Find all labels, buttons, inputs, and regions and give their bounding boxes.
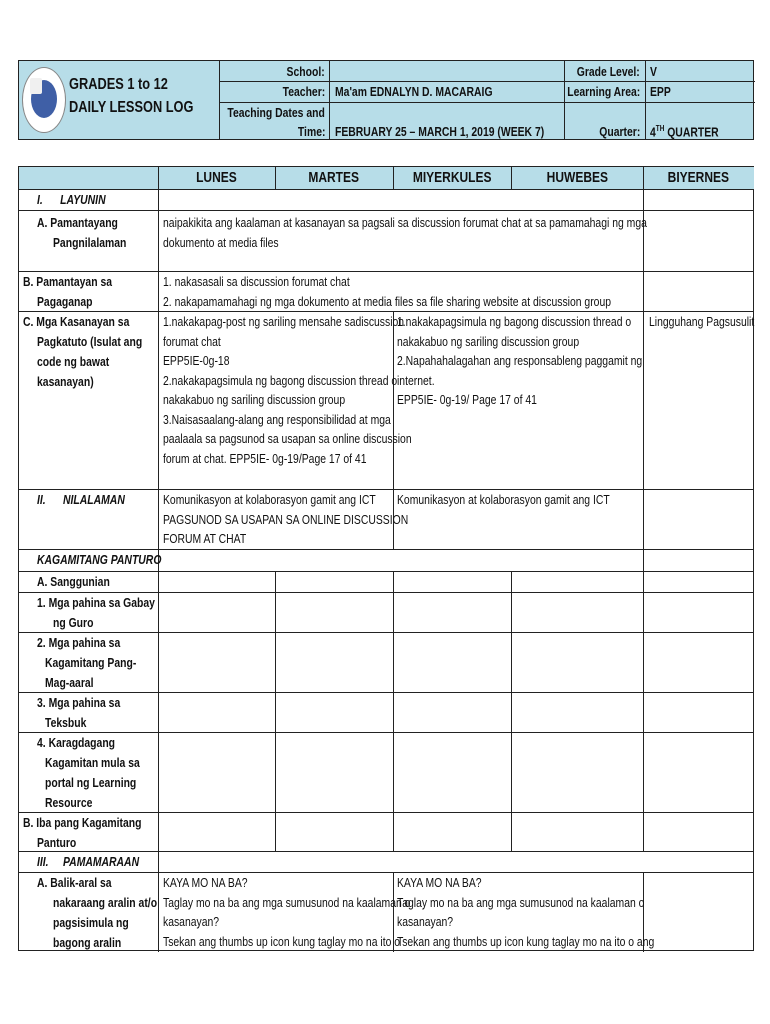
pamamaraan-title: PAMAMARAAN xyxy=(63,854,140,869)
teksbuk-label-2: Teksbuk xyxy=(45,715,87,730)
nilalaman-lunes-1: Komunikasyon at kolaborasyon gamit ang ICT xyxy=(163,492,376,507)
kasanayan-miyerkules-5: EPP5IE- 0g-19/ Page 17 of 41 xyxy=(397,392,537,407)
balik-aral-miyerkules-3: kasanayan? xyxy=(397,914,454,929)
kasanayan-lunes-3: EPP5IE-0g-18 xyxy=(163,353,230,368)
gabay-label-2: ng Guro xyxy=(53,615,94,630)
pagganap-text-2: 2. nakapamamahagi ng mga dokumento at media files sa file sharing website at discussion group xyxy=(163,294,612,309)
pamamaraan-num: III. xyxy=(37,854,49,869)
balik-aral-label-4: bagong aralin xyxy=(53,935,122,950)
kasanayan-lunes-4: 2.nakakapagsimula ng bagong discussion thread o xyxy=(163,372,398,388)
pagganap-label-2: Pagaganap xyxy=(37,294,93,309)
teacher-label: Teacher: xyxy=(282,84,325,99)
balik-aral-lunes-4: Tsekan ang thumbs up icon kung taglay mo na ito o xyxy=(163,933,401,949)
balik-aral-lunes-1: KAYA MO NA BA? xyxy=(163,875,248,890)
nilalaman-title: NILALAMAN xyxy=(63,492,125,507)
header-table xyxy=(18,60,754,140)
layunin-num: I. xyxy=(37,192,43,207)
balik-aral-lunes-2: Taglay mo na ba ang mga sumusunod na kaalaman o xyxy=(163,894,411,910)
pamantayang-text-2: dokumento at media files xyxy=(163,235,279,250)
teksbuk-label-1: 3. Mga pahina sa xyxy=(37,695,121,710)
school-label: School: xyxy=(286,64,325,79)
balik-aral-label-1: A. Balik-aral sa xyxy=(37,875,112,890)
karagdagang-label-1: 4. Karagdagang xyxy=(37,735,116,750)
balik-aral-miyerkules-2: Taglay mo na ba ang mga sumusunod na kaalaman o xyxy=(397,894,645,910)
kasanayan-lunes-5: nakakabuo ng sariling discussion group xyxy=(163,392,346,407)
balik-aral-miyerkules-4: Tsekan ang thumbs up icon kung taglay mo na ito o ang xyxy=(397,933,655,949)
mag-aaral-label-3: Mag-aaral xyxy=(45,675,94,690)
grade-level-label: Grade Level: xyxy=(576,64,640,79)
dates-label-1: Teaching Dates and xyxy=(227,105,325,120)
kasanayan-lunes-7: paalaala sa pagsunod sa usapan sa online discussion xyxy=(163,431,412,446)
layunin-title: LAYUNIN xyxy=(60,192,106,207)
pamantayang-label-1: A. Pamantayang xyxy=(37,215,118,230)
kasanayan-label-2: Pagkatuto (Isulat ang xyxy=(37,334,143,349)
kasanayan-lunes-1: 1.nakakapag-post ng sariling mensahe sadiscussion xyxy=(163,314,405,329)
kasanayan-lunes-2: forumat chat xyxy=(163,333,221,349)
gabay-label-1: 1. Mga pahina sa Gabay xyxy=(37,595,155,610)
pamantayang-text-1: naipakikita ang kaalaman at kasanayan sa pagsali sa discussion forumat chat at sa pamamahagi ng mga xyxy=(163,215,647,230)
day-header-martes: MARTES xyxy=(308,169,360,186)
nilalaman-lunes-3: FORUM AT CHAT xyxy=(163,531,247,546)
lesson-log-table xyxy=(18,166,754,951)
header-title-line1: GRADES 1 to 12 xyxy=(69,76,168,93)
kagamitan-title: KAGAMITANG PANTURO xyxy=(37,552,162,567)
day-header-lunes: LUNES xyxy=(196,169,237,186)
mag-aaral-label-1: 2. Mga pahina sa xyxy=(37,635,121,650)
balik-aral-miyerkules-1: KAYA MO NA BA? xyxy=(397,875,482,890)
balik-aral-lunes-3: kasanayan? xyxy=(163,914,220,929)
kasanayan-label-3: code ng bawat xyxy=(37,354,110,369)
nilalaman-lunes-2: PAGSUNOD SA USAPAN SA ONLINE DISCUSSION xyxy=(163,511,409,527)
mag-aaral-label-2: Kagamitang Pang- xyxy=(45,655,137,670)
learning-area-value: EPP xyxy=(650,84,671,99)
karagdagang-label-4: Resource xyxy=(45,795,93,810)
grade-level-value: V xyxy=(650,64,657,79)
pagganap-text-1: 1. nakasasali sa discussion forumat chat xyxy=(163,274,350,289)
learning-area-label: Learning Area: xyxy=(566,84,640,99)
iba-pa-label-2: Panturo xyxy=(37,835,77,850)
day-header-biyernes: BIYERNES xyxy=(667,169,730,186)
day-header-huwebes: HUWEBES xyxy=(546,169,608,186)
balik-aral-label-2: nakaraang aralin at/o xyxy=(53,895,158,910)
day-header-miyerkules: MIYERKULES xyxy=(412,169,492,186)
kasanayan-label-1: C. Mga Kasanayan sa xyxy=(23,314,130,329)
kasanayan-miyerkules-2: nakakabuo ng sariling discussion group xyxy=(397,333,580,349)
kasanayan-lunes-8: forum at chat. EPP5IE- 0g-19/Page 17 of 41 xyxy=(163,450,367,466)
kasanayan-miyerkules-1: 1.nakakapagsimula ng bagong discussion thread o xyxy=(397,314,632,329)
quarter-value: 4TH QUARTER xyxy=(650,124,719,140)
header-title-line2: DAILY LESSON LOG xyxy=(69,99,194,116)
nilalaman-miyerkules: Komunikasyon at kolaborasyon gamit ang ICT xyxy=(397,492,610,507)
kasanayan-miyerkules-4: internet. xyxy=(397,372,435,388)
balik-aral-label-3: pagsisimula ng xyxy=(53,915,129,930)
nilalaman-num: II. xyxy=(37,492,46,507)
deped-seal-icon xyxy=(22,67,66,133)
iba-pa-label-1: B. Iba pang Kagamitang xyxy=(23,815,142,830)
dates-label-2: Time: xyxy=(297,124,325,139)
pagganap-label-1: B. Pamantayan sa xyxy=(23,274,113,289)
kasanayan-biyernes: Lingguhang Pagsusulit xyxy=(649,314,755,329)
teacher-value: Ma'am EDNALYN D. MACARAIG xyxy=(335,84,493,99)
pamantayang-label-2: Pangnilalaman xyxy=(53,235,127,250)
karagdagang-label-3: portal ng Learning xyxy=(45,775,137,790)
kasanayan-lunes-6: 3.Naisasaalang-alang ang responsibilidad at mga xyxy=(163,411,391,427)
quarter-label: Quarter: xyxy=(598,124,640,139)
kasanayan-label-4: kasanayan) xyxy=(37,374,94,389)
kasanayan-miyerkules-3: 2.Napahahalagahan ang responsableng paggamit ng xyxy=(397,353,643,368)
karagdagang-label-2: Kagamitan mula sa xyxy=(45,755,140,770)
sanggunian-label: A. Sanggunian xyxy=(37,574,110,589)
dates-value: FEBRUARY 25 – MARCH 1, 2019 (WEEK 7) xyxy=(335,124,545,139)
